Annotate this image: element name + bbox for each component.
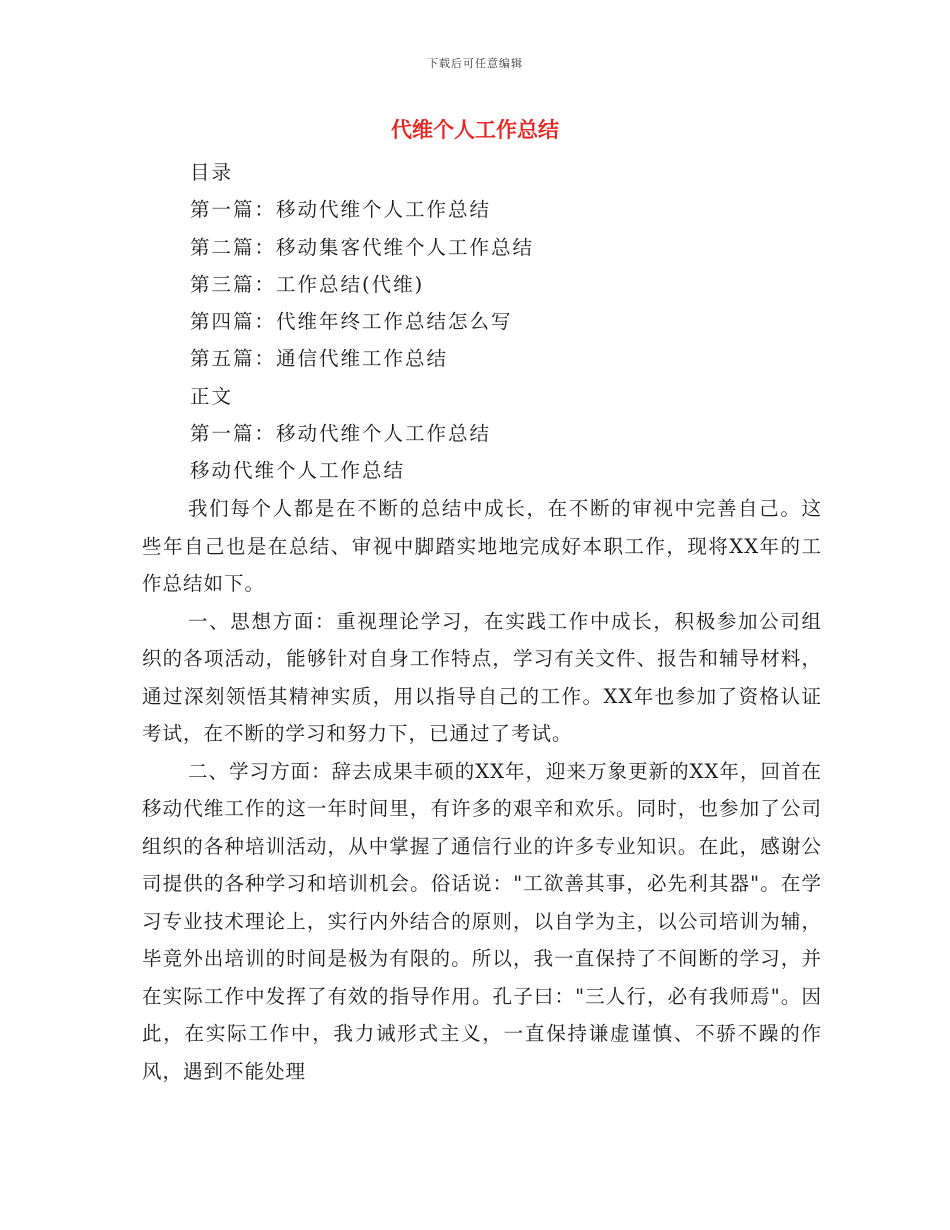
body-heading: 正文 [190,384,234,408]
document-body [142,490,822,1090]
paragraph: 我们每个人都是在不断的总结中成长，在不断的审视中完善自己。这些年自己也是在总结、审视中脚踏实地地完成好本职工作，现将XX年的工作总结如下。 [142,497,822,595]
header-note: 下载后可任意编辑 [427,57,523,70]
paragraph: 一、思想方面：重视理论学习，在实践工作中成长，积极参加公司组织的各项活动，能够针对自身工作特点，学习有关文件、报告和辅导材料，通过深刻领悟其精神实质，用以指导自己的工作。XX年也参加了资格认证考试，在不断的学习和努力下，已通过了考试。 [142,609,822,745]
toc-heading: 目录 [190,161,234,184]
toc-item: 第一篇：移动代维个人工作总结 [190,198,492,222]
toc-item: 第四篇：代维年终工作总结怎么写 [190,310,513,334]
toc-item: 第三篇：工作总结(代维) [190,272,425,296]
toc-item: 第二篇：移动集客代维个人工作总结 [190,235,535,259]
section-heading: 第一篇：移动代维个人工作总结 [190,422,492,446]
paragraph: 二、学习方面：辞去成果丰硕的XX年，迎来万象更新的XX年，回首在移动代维工作的这一年时间里，有许多的艰辛和欢乐。同时，也参加了公司组织的各种培训活动，从中掌握了通信行业的许多专业知识。在此，感谢公司提供的各种学习和培训机会。俗话说："工欲善其事，必先利其器"。在学习专业技术理论上，实行内外结合的原则，以自学为主，以公司培训为辅，毕竟外出培训的时间是极为有限的。所以，我一直保持了不间断的学习，并在实际工作中发挥了有效的指导作用。孔子曰："三人行，必有我师焉"。因此，在实际工作中，我力诫形式主义，一直保持谦虚谨慎、不骄不躁的作风，遇到不能处理 [142,759,822,1083]
article-title: 移动代维个人工作总结 [190,459,406,483]
table-of-contents [190,160,810,496]
toc-item: 第五篇：通信代维工作总结 [190,347,449,371]
document-title: 代维个人工作总结 [391,118,559,142]
